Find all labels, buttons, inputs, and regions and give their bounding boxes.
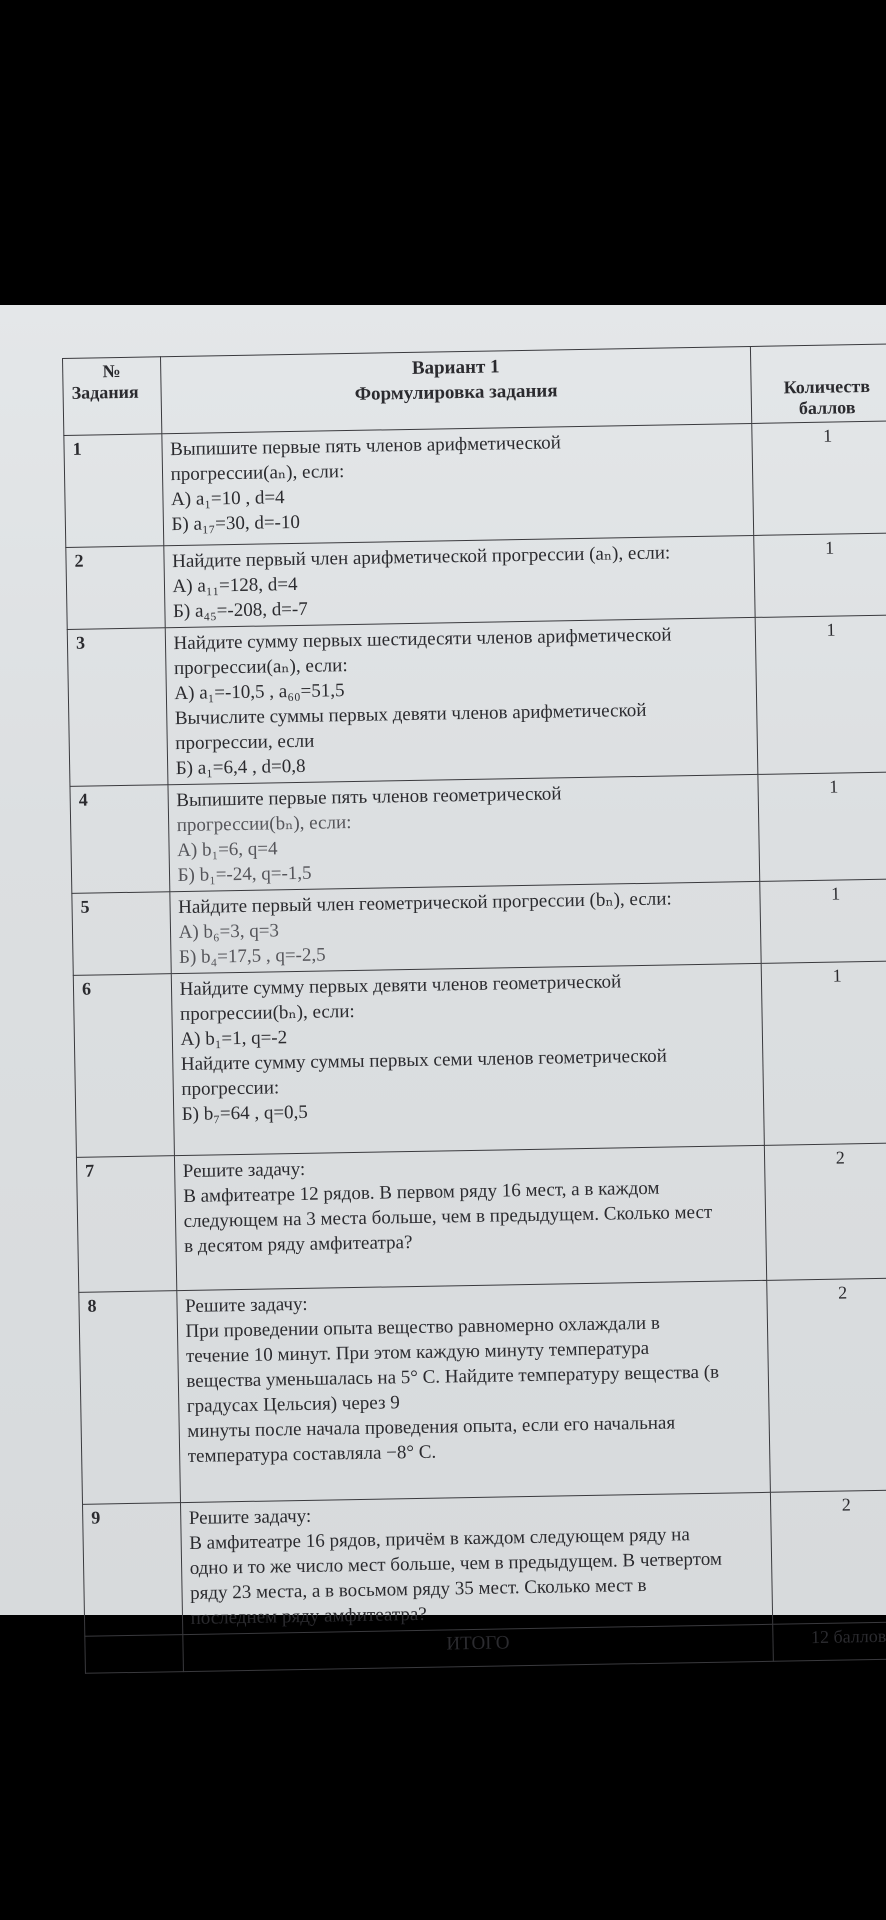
task-points: 1 bbox=[758, 772, 886, 882]
task-line: прогрессии(aₙ), если: bbox=[173, 655, 348, 680]
task-points: 1 bbox=[756, 615, 886, 775]
task-line: При проведении опыта вещество равномерно охлаждали в bbox=[185, 1312, 661, 1342]
task-line: В амфитеатре 12 рядов. В первом ряду 16 мест, а в каждом bbox=[183, 1177, 660, 1208]
task-text bbox=[171, 963, 765, 1155]
worksheet bbox=[62, 344, 886, 1655]
task-line: Выпишите первые пять членов арифметической bbox=[170, 432, 562, 461]
task-line: Б) a₁₇=30, d=-10 bbox=[171, 511, 301, 536]
task-row bbox=[72, 879, 886, 976]
task-line: прогрессии(aₙ), если: bbox=[170, 461, 345, 486]
task-line: А) b₁=1, q=-2 bbox=[180, 1027, 288, 1051]
points-label-2: баллов bbox=[798, 397, 856, 419]
task-line: Б) b₇=64 , q=0,5 bbox=[181, 1101, 309, 1126]
task-line: Б) a₄₅=-208, d=-7 bbox=[172, 598, 308, 623]
task-line: ряду 23 места, а в восьмом ряду 35 мест. Сколько мест в bbox=[189, 1574, 647, 1604]
tasks-table bbox=[62, 343, 886, 1673]
task-points: 2 bbox=[767, 1278, 886, 1493]
task-line: температура составляла −8° С. bbox=[187, 1441, 437, 1467]
task-number: 2 bbox=[66, 546, 165, 630]
task-text bbox=[165, 617, 758, 784]
task-text bbox=[169, 881, 761, 973]
task-number: 6 bbox=[73, 974, 174, 1158]
task-line: Б) a₁=6,4 , d=0,8 bbox=[175, 755, 306, 780]
task-points: 1 bbox=[752, 421, 886, 536]
task-row bbox=[79, 1278, 886, 1505]
task-text bbox=[161, 423, 754, 545]
task-number: 8 bbox=[79, 1291, 180, 1505]
task-line: вещества уменьшалась на 5° С. Найдите температуру вещества (в bbox=[186, 1361, 720, 1392]
task-points: 1 bbox=[760, 879, 886, 964]
task-text bbox=[168, 774, 761, 891]
task-line: Решите задачу: bbox=[184, 1293, 308, 1317]
task-line: прогрессии(bₙ), если: bbox=[179, 1000, 355, 1026]
total-label: ИТОГО bbox=[182, 1624, 773, 1671]
task-line: Найдите сумму первых шестидесяти членов арифметической bbox=[173, 624, 672, 655]
task-number: 7 bbox=[76, 1156, 176, 1293]
task-line: последнем ряду амфитеатра? bbox=[190, 1603, 427, 1629]
task-number: 4 bbox=[70, 785, 169, 894]
number-symbol: № bbox=[102, 360, 121, 382]
total-empty-cell bbox=[85, 1635, 183, 1674]
task-number: 5 bbox=[72, 892, 171, 976]
task-line: Б) b₁=-24, q=-1,5 bbox=[177, 862, 312, 887]
task-line: А) a₁=-10,5 , a₆₀=51,5 bbox=[174, 680, 345, 705]
task-row bbox=[76, 1143, 886, 1293]
task-line: прогрессии: bbox=[181, 1077, 280, 1101]
task-row bbox=[66, 533, 886, 630]
task-line: А) a₁₁=128, d=4 bbox=[172, 573, 298, 598]
task-line: следующем на 3 места больше, чем в предыдущем. Сколько мест bbox=[183, 1201, 713, 1233]
task-line: Решите задачу: bbox=[182, 1158, 306, 1183]
task-line: Б) b₄=17,5 , q=-2,5 bbox=[178, 944, 326, 969]
task-line: А) b₆=3, q=3 bbox=[178, 920, 280, 944]
task-line: в десятом ряду амфитеатра? bbox=[183, 1232, 413, 1258]
task-line: Выпишите первые пять членов геометрической bbox=[176, 783, 562, 812]
task-line: минуты после начала проведения опыта, если его начальная bbox=[187, 1412, 676, 1442]
task-line: Найдите первый член арифметической прогрессии (aₙ), если: bbox=[171, 542, 671, 573]
task-line: А) b₁=6, q=4 bbox=[177, 838, 278, 862]
task-line: Найдите сумму первых девяти членов геометрической bbox=[179, 971, 622, 1001]
column-header-number bbox=[63, 357, 162, 436]
task-line: А) a₁=10 , d=4 bbox=[170, 487, 285, 511]
task-line: Найдите сумму суммы первых семи членов геометрической bbox=[180, 1045, 668, 1076]
total-points: 12 баллов bbox=[773, 1622, 886, 1662]
formulation-label: Формулировка задания bbox=[354, 380, 558, 405]
task-points: 2 bbox=[765, 1143, 886, 1281]
task-line: одно и то же число мест больше, чем в предыдущем. В четвертом bbox=[189, 1548, 723, 1579]
task-line: Вычислите суммы первых девяти членов арифметической bbox=[174, 699, 647, 730]
task-row bbox=[73, 961, 886, 1158]
points-label: Количеств bbox=[783, 375, 871, 398]
task-row bbox=[67, 615, 886, 787]
task-row bbox=[70, 772, 886, 894]
task-line: градусах Цельсия) через 9 bbox=[186, 1392, 400, 1417]
column-header-points bbox=[751, 344, 886, 424]
task-line: течение 10 минут. При этом каждую минуту температура bbox=[185, 1337, 650, 1367]
task-row bbox=[64, 421, 886, 548]
task-text bbox=[163, 535, 755, 627]
task-row bbox=[83, 1490, 886, 1637]
task-rows bbox=[64, 421, 886, 1636]
task-line: В амфитеатре 16 рядов, причём в каждом следующем ряду на bbox=[189, 1524, 690, 1554]
column-header-formulation bbox=[160, 346, 752, 433]
task-line: Решите задачу: bbox=[188, 1505, 312, 1529]
task-text bbox=[174, 1145, 767, 1290]
task-line: прогрессии, если bbox=[175, 730, 315, 755]
task-number: 3 bbox=[67, 628, 167, 787]
task-number: 1 bbox=[64, 434, 164, 548]
variant-title: Вариант 1 bbox=[411, 356, 500, 379]
task-points: 1 bbox=[762, 961, 886, 1146]
number-label: Задания bbox=[71, 381, 139, 403]
task-points: 1 bbox=[754, 533, 886, 618]
task-points: 2 bbox=[771, 1490, 886, 1625]
task-line: Найдите первый член геометрической прогрессии (bₙ), если: bbox=[178, 888, 672, 919]
task-line: прогрессии(bₙ), если: bbox=[176, 812, 352, 837]
task-text bbox=[180, 1492, 773, 1634]
task-text bbox=[176, 1280, 770, 1502]
task-number: 9 bbox=[83, 1503, 183, 1637]
